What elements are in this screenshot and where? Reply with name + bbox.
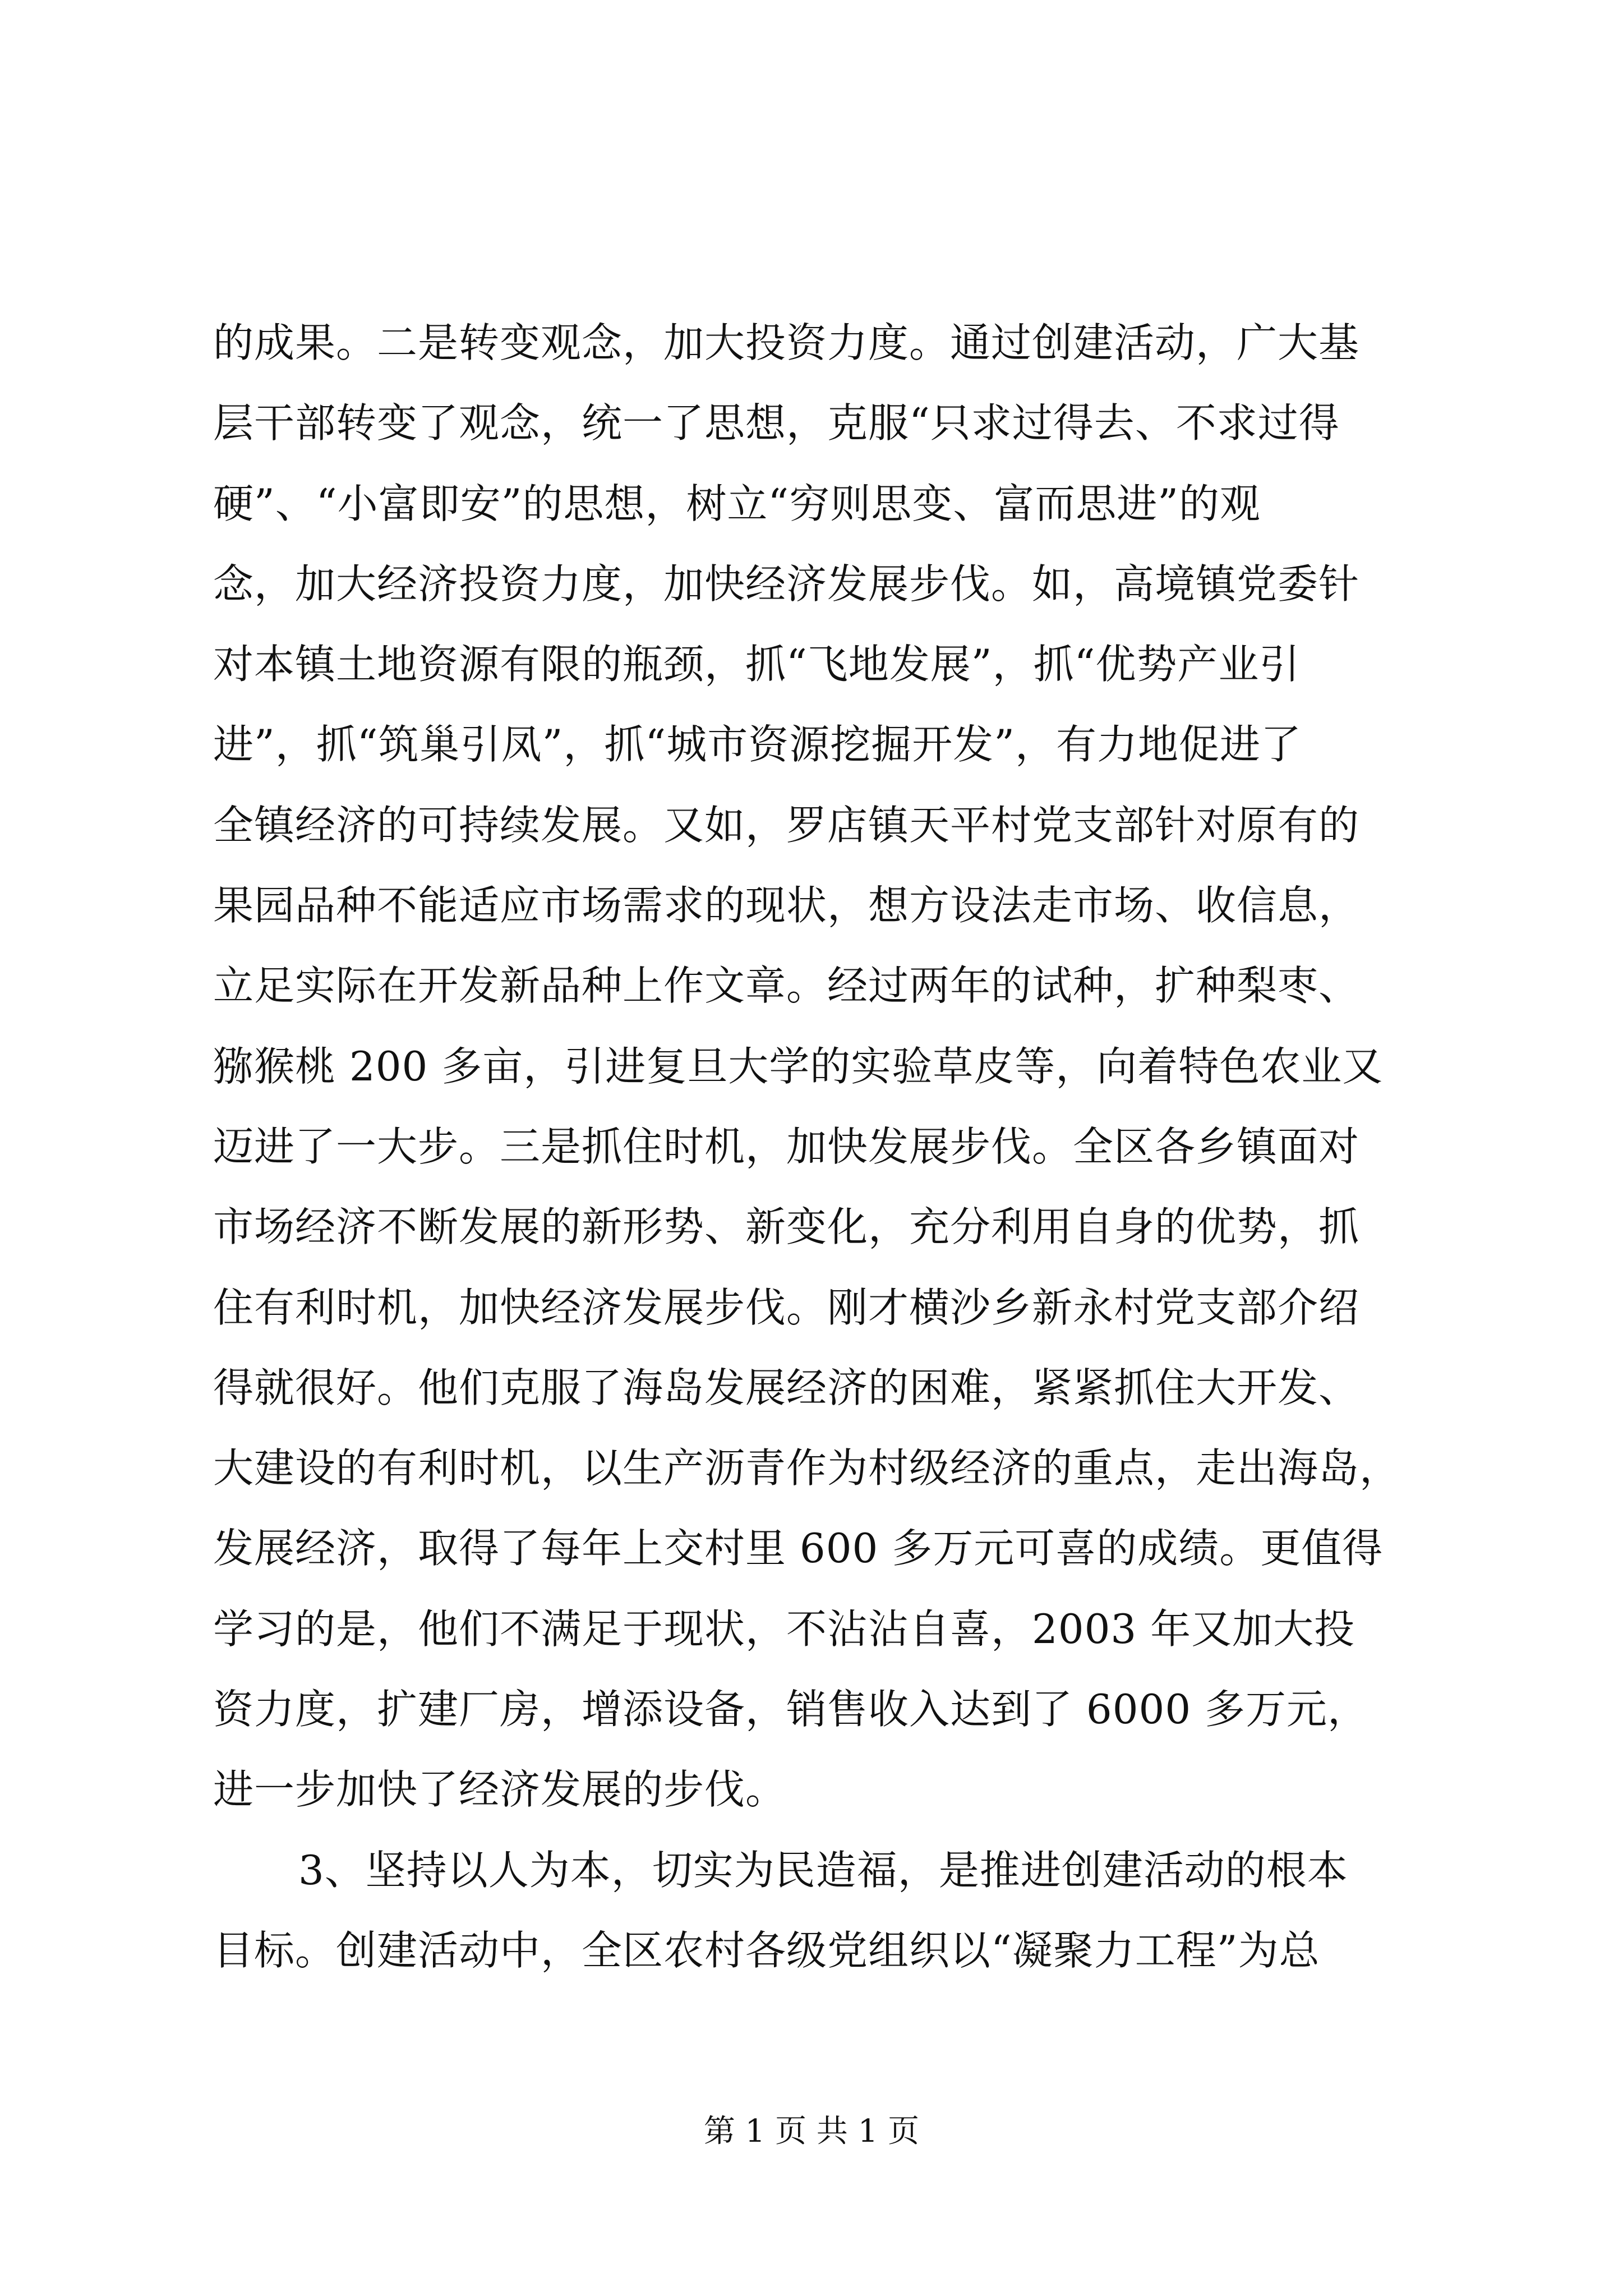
text-line: 目标。创建活动中，全区农村各级党组织以“凝聚力工程”为总 [213,1926,1320,1974]
text-line: 进一步加快了经济发展的步伐。 [213,1766,787,1814]
text-line: 得就很好。他们克服了海岛发展经济的困难，紧紧抓住大开发、 [213,1364,1360,1411]
text-line: 猕猴桃 200 多亩，引进复旦大学的实验草皮等，向着特色农业又 [213,1042,1384,1090]
text-line: 市场经济不断发展的新形势、新变化，充分利用自身的优势，抓 [213,1203,1360,1251]
text-line: 全镇经济的可持续发展。又如，罗店镇天平村党支部针对原有的 [213,801,1360,849]
text-line: 学习的是，他们不满足于现状，不沾沾自喜，2003 年又加大投 [213,1605,1355,1653]
paragraph-start-line: 3、坚持以人为本，切实为民造福，是推进创建活动的根本 [298,1846,1348,1894]
text-line: 迈进了一大步。三是抓住时机，加快发展步伐。全区各乡镇面对 [213,1122,1360,1170]
text-line: 住有利时机，加快经济发展步伐。刚才横沙乡新永村党支部介绍 [213,1283,1360,1331]
text-line: 层干部转变了观念，统一了思想，克服“只求过得去、不求过得 [213,399,1340,447]
text-line: 立足实际在开发新品种上作文章。经过两年的试种，扩种梨枣、 [213,962,1360,1010]
text-line: 的成果。二是转变观念，加大投资力度。通过创建活动，广大基 [213,319,1360,366]
text-line: 发展经济，取得了每年上交村里 600 多万元可喜的成绩。更值得 [213,1525,1384,1572]
page-footer: 第 1 页 共 1 页 [703,2113,920,2150]
text-line: 进”，抓“筑巢引凤”，抓“城市资源挖掘开发”，有力地促进了 [213,721,1302,769]
text-line: 资力度，扩建厂房，增添设备，销售收入达到了 6000 多万元， [213,1686,1369,1733]
text-line: 念，加大经济投资力度，加快经济发展步伐。如，高境镇党委针 [213,560,1360,608]
text-line: 果园品种不能适应市场需求的现状，想方设法走市场、收信息， [213,882,1360,930]
text-line: 对本镇土地资源有限的瓶颈，抓“飞地发展”，抓“优势产业引 [213,641,1301,688]
body-text [213,303,1413,1991]
text-line: 硬”、“小富即安”的思想，树立“穷则思变、富而思进”的观 [213,480,1261,527]
text-line: 大建设的有利时机，以生产沥青作为村级经济的重点，走出海岛， [213,1444,1401,1492]
